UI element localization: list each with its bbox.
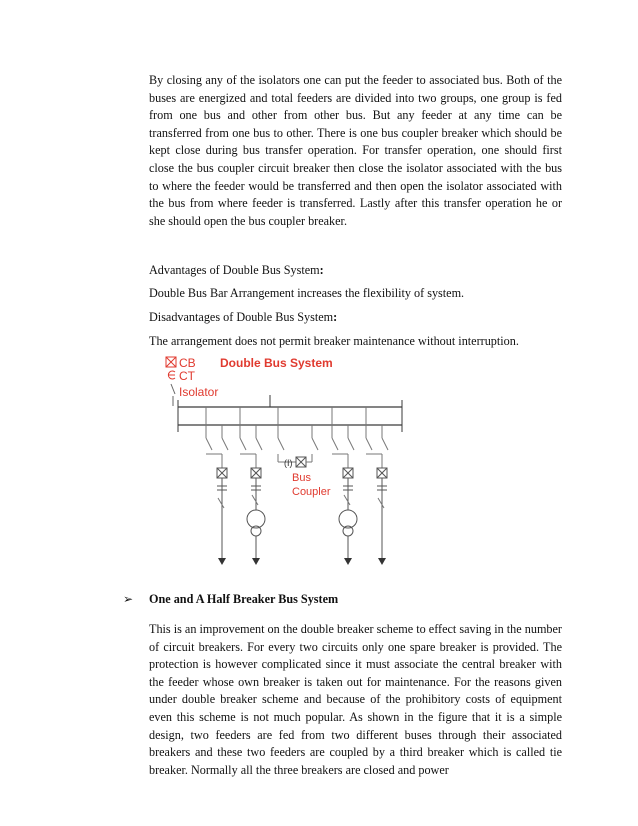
bus-coupler <box>278 407 331 498</box>
disadvantages-heading <box>149 309 337 325</box>
bus-coupler-label-2: Coupler <box>292 486 331 498</box>
diagram-title: Double Bus System <box>220 356 333 370</box>
double-bus-system-diagram <box>140 350 440 575</box>
section-heading-text: One and A Half Breaker Bus System <box>149 592 339 606</box>
bullet-arrow-icon: ➢ <box>123 592 134 606</box>
feeder-2 <box>240 407 265 565</box>
advantages-colon: : <box>319 263 324 277</box>
svg-text:(I): (I) <box>284 458 293 468</box>
advantages-text: Double Bus Bar Arrangement increases the flexibility of system. <box>149 286 465 300</box>
legend-isolator-label: Isolator <box>179 385 219 399</box>
legend-cb-label: CB <box>179 356 196 370</box>
feeder-3 <box>332 407 357 565</box>
advantages-heading-text: Advantages of Double Bus System <box>149 263 320 277</box>
legend-cb <box>166 356 196 370</box>
disadvantages-heading-text: Disadvantages of Double Bus System <box>149 310 334 324</box>
disadvantages-colon: : <box>333 310 338 324</box>
feeder-4 <box>366 407 388 565</box>
intro-paragraph: By closing any of the isolators one can put the feeder to associated bus. Both of the buses are energized and total feeders are divided into two groups, one group is fed from one bus and other from other bus. But any feeder at any time can be transferred from one bus to other. There is one bus coupler breaker which should be kept close during bus transfer operation. For transfer operation, one should first close the bus coupler circuit breaker then close the isolator associated with the bus to where the feeder would be transferred and then open the isolator associated with the bus from where feeder is transferred. Lastly after this transfer operation he or she should open the bus coupler breaker. <box>149 73 562 228</box>
isolator-symbol-icon <box>171 384 175 394</box>
disadvantages-text: The arrangement does not permit breaker maintenance without interruption. <box>149 334 519 348</box>
feeder-1 <box>206 407 228 565</box>
legend-ct <box>168 369 196 383</box>
one-half-breaker-paragraph: This is an improvement on the double breaker scheme to effect saving in the number of circuit breakers. For every two circuits only one spare breaker is provided. The protection is however complicated since it must associate the central breaker with the feeder whose own breaker is taken out for maintenance. For the reasons given under double breaker scheme and because of the prohibitory costs of equipment even this scheme is not much popular. As shown in the figure that it is a simple design, two feeders are fed from two different buses through their associated breakers and these two feeders are coupled by a third breaker which is called tie breaker. Normally all the three breakers are closed and power <box>149 622 562 777</box>
advantages-heading <box>149 262 324 278</box>
section-heading <box>123 590 338 608</box>
legend-ct-label: CT <box>179 369 195 383</box>
bus-coupler-label-1: Bus <box>292 472 311 484</box>
